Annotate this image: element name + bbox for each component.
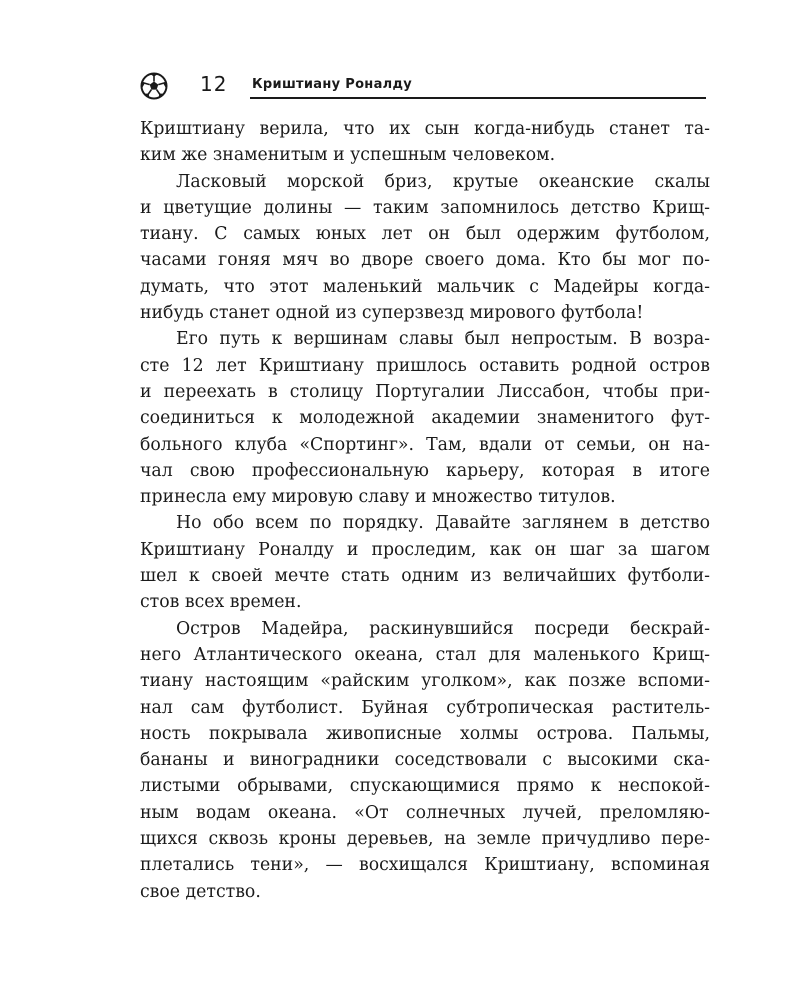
paragraph [140, 616, 710, 905]
text-line: Его путь к вершинам славы был непростым. В возра- [176, 329, 710, 350]
text-line: Криштиану верила, что их сын когда-нибудь станет та- [140, 119, 710, 139]
text-line: Но обо всем по порядку. Давайте заглянем в детство [176, 513, 710, 534]
paragraph [140, 116, 710, 169]
text-line: принесла ему мировую славу и множество титулов. [140, 487, 616, 508]
text-line: чал свою профессиональную карьеру, которая в итоге [140, 460, 710, 481]
text-line: сте 12 лет Криштиану пришлось оставить родной остров [140, 355, 710, 376]
paragraph [140, 326, 710, 510]
page-number: 12 [200, 72, 228, 96]
text-line: тиану. С самых юных лет он был одержим футболом, [140, 224, 710, 245]
text-line: свое детство. [140, 881, 261, 902]
running-title: Криштиану Роналду [252, 77, 413, 92]
text-line: него Атлантического океана, стал для маленького Крищ- [140, 644, 710, 665]
text-line: часами гоняя мяч во дворе своего дома. Кто бы мог по- [140, 250, 710, 271]
text-line: больного клуба «Спортинг». Там, вдали от семьи, он на- [140, 434, 710, 455]
text-line: соединиться к молодежной академии знаменитого фут- [140, 408, 710, 429]
text-line: тиану настоящим «райским уголком», как позже вспоми- [140, 671, 710, 692]
paragraph [140, 169, 710, 327]
text-line: Остров Мадейра, раскинувшийся посреди бескрай- [176, 618, 710, 639]
text-line: Ласковый морской бриз, крутые океанские скалы [176, 171, 710, 192]
text-line: ным водам океана. «От солнечных лучей, преломляю- [140, 802, 710, 823]
text-line: листыми обрывами, спускающимися прямо к неспокой- [140, 776, 710, 797]
text-line: шел к своей мечте стать одним из величайших футболи- [140, 566, 710, 587]
text-line: нал сам футболист. Буйная субтропическая раститель- [140, 697, 710, 718]
text-line: ким же знаменитым и успешным человеком. [140, 145, 556, 166]
header-rule [250, 97, 706, 99]
text-line: Криштиану Роналду и проследим, как он шаг за шагом [140, 539, 710, 560]
paragraph [140, 510, 710, 615]
soccer-ball-icon [140, 72, 168, 100]
text-line: нибудь станет одной из суперзвезд мирового футбола! [140, 303, 644, 324]
text-line: думать, что этот маленький мальчик с Мадейры когда- [140, 276, 710, 297]
text-line: бананы и виноградники соседствовали с высокими ска- [140, 750, 710, 771]
body-text [140, 116, 710, 905]
text-line: и переехать в столицу Португалии Лиссабон, чтобы при- [140, 381, 710, 402]
text-line: плетались тени», — восхищался Криштиану, вспоминая [140, 855, 710, 876]
text-line: стов всех времен. [140, 592, 302, 613]
text-line: щихся сквозь кроны деревьев, на земле причудливо пере- [140, 829, 710, 850]
running-header [140, 68, 706, 98]
text-line: ность покрывала живописные холмы острова. Пальмы, [140, 723, 710, 744]
text-line: и цветущие долины — таким запомнилось детство Крищ- [140, 197, 710, 218]
